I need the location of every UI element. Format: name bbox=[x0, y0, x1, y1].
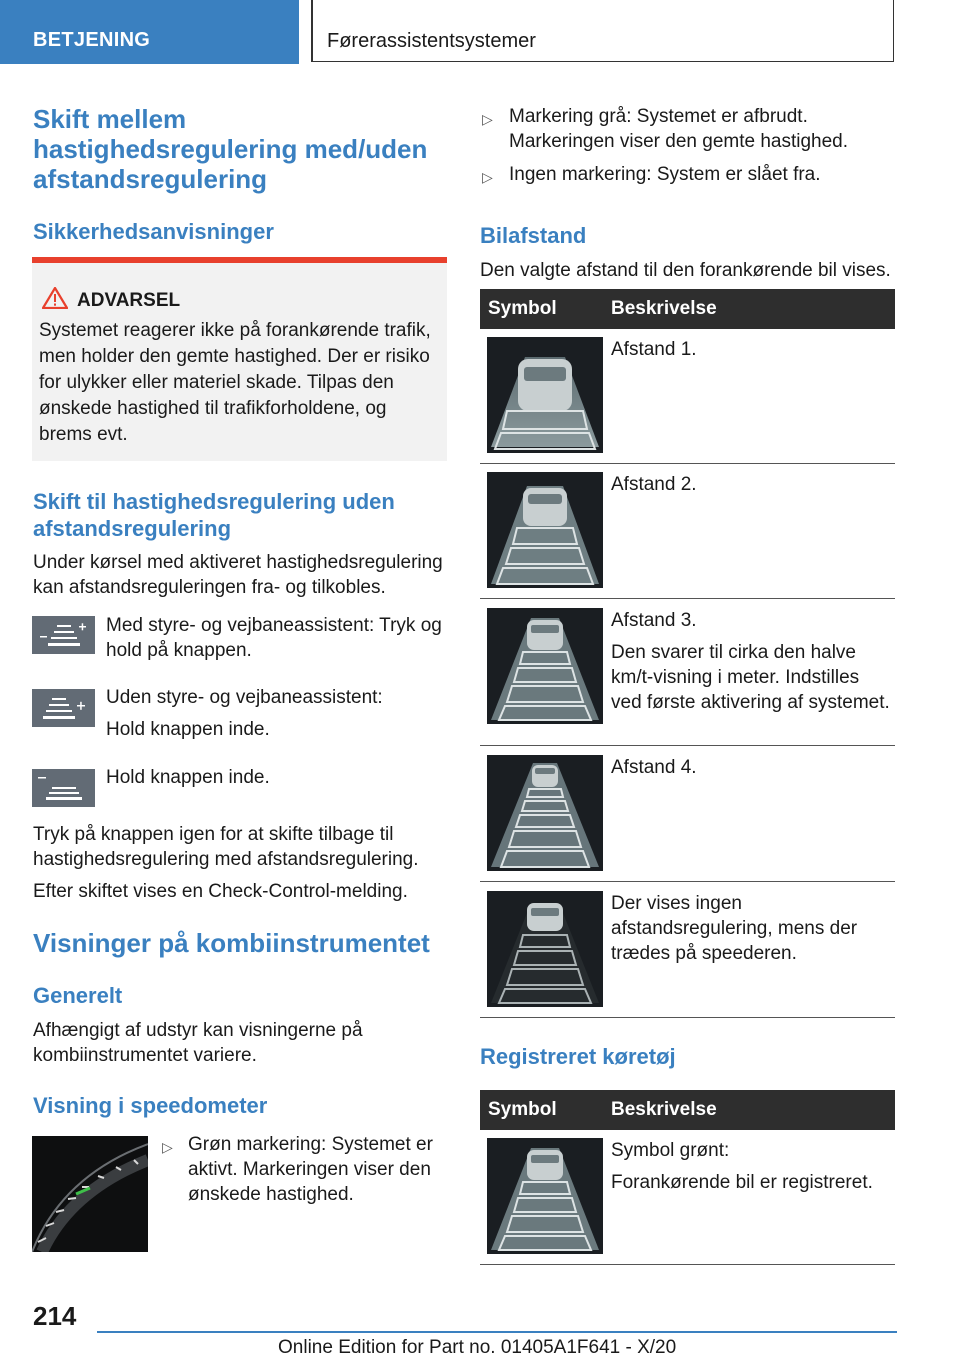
row5-desc: Der vises ingen afstandsregulering, mens der trædes på speederen. bbox=[611, 893, 858, 964]
detected-desc-a: Symbol grønt: bbox=[611, 1140, 730, 1161]
heading-speedometer: Visning i speedometer bbox=[33, 1093, 268, 1118]
footer-rule bbox=[97, 1331, 897, 1333]
warning-box bbox=[32, 257, 447, 461]
col-symbol: Symbol bbox=[488, 1099, 557, 1120]
row3-detail: Den svarer til cirka den halve km/t-visning i meter. Indstilles ved første aktivering af systemet. bbox=[611, 642, 890, 713]
row-divider bbox=[480, 598, 895, 599]
button2-text-b: Hold knappen inde. bbox=[106, 719, 270, 740]
bullet-triangle-icon: ▷ bbox=[482, 169, 493, 185]
distance-4-image bbox=[487, 755, 603, 871]
row4-desc: Afstand 4. bbox=[611, 757, 697, 778]
warning-text: Systemet reagerer ikke på forankørende trafik, men holder den gemte hastighed. Der er risiko for ulykker eller materiel skade. Tilpas den ønskede hastighed til trafikforholdene, og brems evt. bbox=[39, 320, 431, 445]
col-symbol: Symbol bbox=[488, 298, 557, 319]
paragraph-back: Tryk på knappen igen for at skifte tilbage til hastighedsregulering med afstandsregulering. bbox=[33, 824, 419, 870]
paragraph-after: Efter skiftet vises en Check-Control-melding. bbox=[33, 881, 408, 902]
heading-general: Generelt bbox=[33, 983, 123, 1008]
distance-button-icon-3 bbox=[32, 769, 95, 807]
bullet-grey-text: Markering grå: Systemet er afbrudt. Markeringen viser den gemte hastighed. bbox=[509, 106, 849, 152]
heading-switch-without: Skift til hastighedsregulering uden afstandsregulering bbox=[33, 489, 395, 541]
col-description: Beskrivelse bbox=[611, 298, 717, 319]
heading-switch: Skift mellem hastighedsregulering med/uden afstandsregulering bbox=[33, 104, 428, 194]
row-divider bbox=[480, 881, 895, 882]
row-divider bbox=[480, 1264, 895, 1265]
paragraph-switch: Under kørsel med aktiveret hastighedsregulering kan afstandsreguleringen fra- og tilkobles. bbox=[33, 552, 443, 598]
section-tab bbox=[0, 0, 299, 64]
speedometer-image bbox=[32, 1136, 148, 1252]
paragraph-general: Afhængigt af udstyr kan visningerne på kombiinstrumentet variere. bbox=[33, 1020, 363, 1066]
button2-text-a: Uden styre- og vejbaneassistent: bbox=[106, 687, 383, 708]
button3-text: Hold knappen inde. bbox=[106, 767, 270, 788]
bullet-none-text: Ingen markering: System er slået fra. bbox=[509, 164, 821, 185]
distance-1-image bbox=[487, 337, 603, 453]
col-description: Beskrivelse bbox=[611, 1099, 717, 1120]
warning-title: ADVARSEL bbox=[77, 290, 181, 311]
row-divider bbox=[480, 745, 895, 746]
row1-desc: Afstand 1. bbox=[611, 339, 697, 360]
detected-desc-b: Forankørende bil er registreret. bbox=[611, 1172, 873, 1193]
section-label: BETJENING bbox=[33, 29, 151, 51]
row3-desc: Afstand 3. bbox=[611, 610, 697, 631]
edition-note: Online Edition for Part no. 01405A1F641 - X/20 bbox=[278, 1337, 677, 1358]
distance-button-icon-2 bbox=[32, 689, 95, 727]
row2-desc: Afstand 2. bbox=[611, 474, 697, 495]
distance-3-image bbox=[487, 608, 603, 724]
heading-safety: Sikkerhedsanvisninger bbox=[33, 219, 274, 244]
heading-detected: Registreret køretøj bbox=[480, 1044, 676, 1069]
no-distance-image bbox=[487, 891, 603, 1007]
bullet-triangle-icon: ▷ bbox=[482, 111, 493, 127]
distance-button-icon bbox=[32, 616, 95, 654]
heading-distance: Bilafstand bbox=[480, 223, 587, 248]
chapter-label: Førerassistentsystemer bbox=[327, 30, 536, 52]
bullet-triangle-icon: ▷ bbox=[162, 1139, 173, 1155]
bullet-green-text: Grøn markering: Systemet er aktivt. Markeringen viser den ønskede hastighed. bbox=[188, 1134, 433, 1205]
heading-displays: Visninger på kombiinstrumentet bbox=[33, 928, 430, 958]
detected-vehicle-image bbox=[487, 1138, 603, 1254]
distance-2-image bbox=[487, 472, 603, 588]
row-divider bbox=[480, 1017, 895, 1018]
table-header bbox=[480, 289, 895, 329]
warning-triangle-icon bbox=[42, 287, 68, 309]
button1-text: Med styre- og vejbaneassistent: Tryk og hold på knappen. bbox=[106, 615, 442, 661]
table-header-2 bbox=[480, 1090, 895, 1130]
paragraph-distance: Den valgte afstand til den forankørende bil vises. bbox=[480, 260, 891, 281]
row-divider bbox=[480, 463, 895, 464]
chapter-tab bbox=[311, 0, 894, 62]
page-number: 214 bbox=[33, 1301, 77, 1331]
